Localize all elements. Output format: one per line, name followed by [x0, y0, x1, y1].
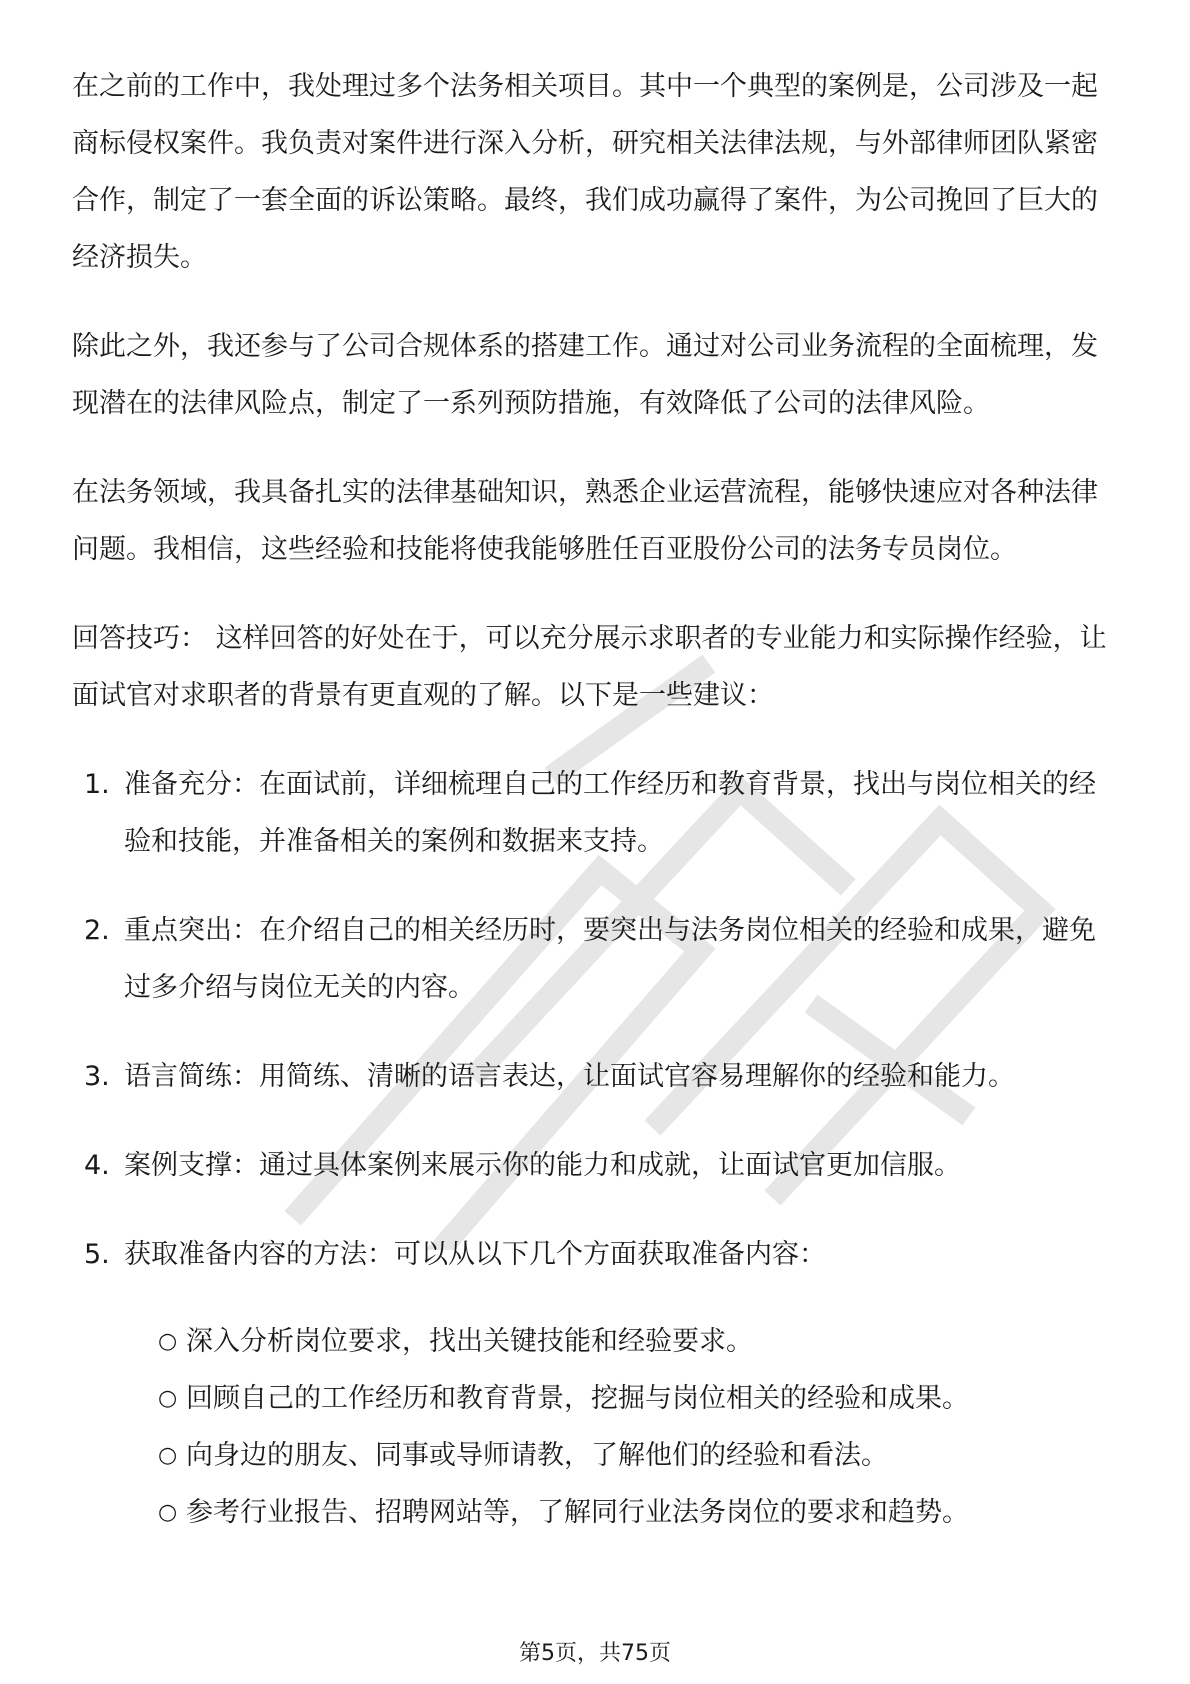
paragraph-answer-tips: 回答技巧： 这样回答的好处在于，可以充分展示求职者的专业能力和实际操作经验，让面试官对求职者的背景有更直观的了解。以下是一些建议：	[72, 623, 1107, 711]
tip-number: 3.	[84, 1061, 110, 1092]
tip-number: 2.	[84, 915, 110, 946]
sub-item-text: 参考行业报告、招聘网站等，了解同行业法务岗位的要求和趋势。	[186, 1497, 969, 1528]
sub-item-text: 深入分析岗位要求，找出关键技能和经验要求。	[186, 1326, 753, 1357]
sub-item-text: 回顾自己的工作经历和教育背景，挖掘与岗位相关的经验和成果。	[186, 1383, 969, 1414]
tip-number: 4.	[84, 1150, 110, 1181]
circle-bullet-icon: ○	[158, 1500, 178, 1525]
tip-text: 准备充分：在面试前，详细梳理自己的工作经历和教育背景，找出与岗位相关的经验和技能，并准备相关的案例和数据来支持。	[124, 769, 1096, 857]
tip-text: 案例支撑：通过具体案例来展示你的能力和成就，让面试官更加信服。	[124, 1150, 961, 1181]
sub-item-text: 向身边的朋友、同事或导师请教，了解他们的经验和看法。	[186, 1440, 888, 1471]
tip-item	[72, 1048, 1122, 1105]
tip-text: 获取准备内容的方法：可以从以下几个方面获取准备内容：	[124, 1239, 826, 1270]
page-number-footer: 第5页，共75页	[519, 1641, 671, 1666]
sub-list-item	[158, 1370, 1122, 1427]
main-content	[72, 58, 1122, 1573]
paragraph-compliance: 除此之外，我还参与了公司合规体系的搭建工作。通过对公司业务流程的全面梳理，发现潜在的法律风险点，制定了一系列预防措施，有效降低了公司的法律风险。	[72, 331, 1098, 419]
tips-list	[72, 756, 1122, 1541]
sub-list-item	[158, 1427, 1122, 1484]
tip-item	[72, 1137, 1122, 1194]
tip-number: 1.	[84, 769, 110, 800]
paragraph-skills: 在法务领域，我具备扎实的法律基础知识，熟悉企业运营流程，能够快速应对各种法律问题。我相信，这些经验和技能将使我能够胜任百亚股份公司的法务专员岗位。	[72, 477, 1098, 565]
tip-text: 语言简练：用简练、清晰的语言表达，让面试官容易理解你的经验和能力。	[124, 1061, 1015, 1092]
tip-item	[72, 902, 1122, 1016]
tip-item	[72, 1226, 1122, 1541]
circle-bullet-icon: ○	[158, 1386, 178, 1411]
sub-list-item	[158, 1484, 1122, 1541]
sub-list-item	[158, 1313, 1122, 1370]
tip-text: 重点突出：在介绍自己的相关经历时，要突出与法务岗位相关的经验和成果，避免过多介绍与岗位无关的内容。	[124, 915, 1096, 1003]
circle-bullet-icon: ○	[158, 1329, 178, 1354]
tip-number: 5.	[84, 1239, 110, 1270]
preparation-sources-list	[124, 1313, 1122, 1541]
tip-item	[72, 756, 1122, 870]
circle-bullet-icon: ○	[158, 1443, 178, 1468]
paragraph-case-experience: 在之前的工作中，我处理过多个法务相关项目。其中一个典型的案例是，公司涉及一起商标侵权案件。我负责对案件进行深入分析，研究相关法律法规，与外部律师团队紧密合作，制定了一套全面的诉讼策略。最终，我们成功赢得了案件，为公司挽回了巨大的经济损失。	[72, 71, 1098, 273]
